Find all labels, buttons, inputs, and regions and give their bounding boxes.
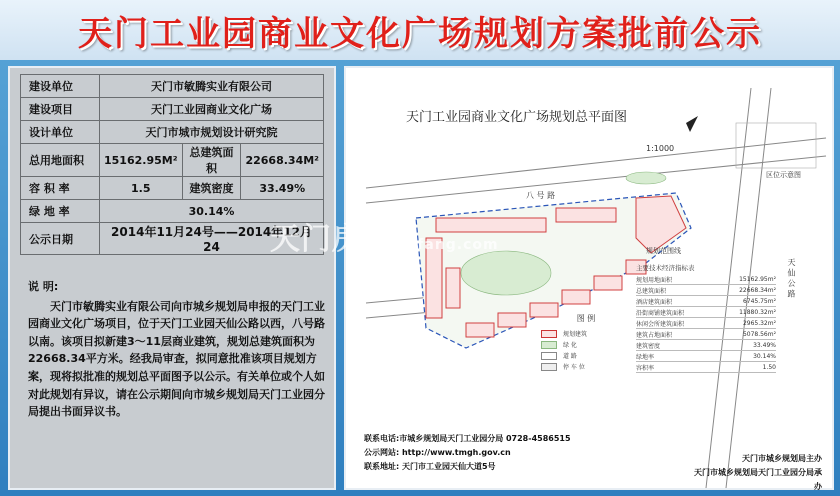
- footer-undertaker: 天门市城乡规划局天门工业园分局承办: [694, 468, 822, 491]
- legend-swatch: [541, 352, 557, 360]
- boundary-label: 规划范围线: [646, 247, 681, 255]
- label-far: 容 积 率: [21, 177, 100, 200]
- tech-table: [636, 263, 776, 373]
- label-unit: 建设单位: [21, 75, 100, 98]
- legend-item: [541, 328, 631, 339]
- tech-key: 酒店建筑面积: [636, 298, 673, 306]
- contact-website: 公示网站: http://www.tmgh.gov.cn: [364, 448, 511, 457]
- legend-label: 规划建筑: [563, 331, 588, 338]
- legend-item: [541, 339, 631, 350]
- legend-label: 绿 化: [563, 342, 577, 349]
- tech-value: 33.49%: [753, 341, 776, 349]
- tech-value: 11880.32m²: [739, 308, 776, 316]
- table-row: [636, 329, 776, 340]
- plan-title: 天门工业园商业文化广场规划总平面图: [406, 110, 628, 125]
- legend-item: [541, 361, 631, 372]
- page-title: 天门工业园商业文化广场规划方案批前公示: [78, 13, 762, 54]
- legend-label: 道 路: [563, 353, 577, 360]
- legend-label: 停 车 位: [563, 364, 585, 371]
- label-density: 建筑密度: [182, 177, 241, 200]
- road-label-top: 八 号 路: [526, 191, 556, 200]
- legend: [541, 313, 631, 372]
- road-label-right: 天 仙 公 路: [787, 258, 796, 298]
- value-density: 33.49%: [241, 177, 324, 200]
- tech-key: 建筑占地面积: [636, 331, 673, 339]
- legend-swatch: [541, 341, 557, 349]
- table-row: [21, 177, 324, 200]
- value-build-area: 22668.34M²: [241, 144, 324, 177]
- title-bar: [0, 0, 840, 60]
- tech-key: 建筑密度: [636, 342, 661, 350]
- legend-item: [541, 350, 631, 361]
- tech-value: 2965.32m²: [742, 319, 776, 327]
- value-green: 30.14%: [100, 200, 324, 223]
- building: [556, 208, 616, 222]
- watermark-sub: tmfang.com: [394, 237, 499, 253]
- district-label: 区位示意图: [766, 171, 801, 179]
- table-row: [636, 318, 776, 329]
- legend-swatch: [541, 363, 557, 371]
- label-land-area: 总用地面积: [21, 144, 100, 177]
- table-row: [636, 362, 776, 373]
- table-row: [21, 98, 324, 121]
- value-far: 1.5: [100, 177, 183, 200]
- table-row: [21, 75, 324, 98]
- value-design: 天门市城市规划设计研究院: [100, 121, 324, 144]
- green-area: [626, 172, 666, 184]
- value-date: 2014年11月24号——2014年12月24: [100, 223, 324, 255]
- building: [466, 323, 494, 337]
- tech-value: 22668.34m²: [739, 286, 776, 294]
- value-project: 天门工业园商业文化广场: [100, 98, 324, 121]
- legend-swatch: [541, 330, 557, 338]
- label-project: 建设项目: [21, 98, 100, 121]
- table-row: [636, 307, 776, 318]
- tech-key: 沿街商铺建筑面积: [636, 309, 685, 317]
- info-panel: [8, 66, 336, 490]
- building: [562, 290, 590, 304]
- footer: [688, 452, 822, 494]
- plan-scale: 1:1000: [646, 144, 675, 153]
- table-row: [21, 144, 324, 177]
- building: [594, 276, 622, 290]
- table-row: [636, 340, 776, 351]
- tech-key: 绿地率: [636, 353, 655, 361]
- table-row: [636, 285, 776, 296]
- tech-value: 6745.75m²: [742, 297, 776, 305]
- table-row: [21, 121, 324, 144]
- label-build-area: 总建筑面积: [182, 144, 241, 177]
- contact-info: [364, 432, 571, 474]
- building: [446, 268, 460, 308]
- footer-organizer: 天门市城乡规划局主办: [742, 454, 822, 463]
- value-land-area: 15162.95M²: [100, 144, 183, 177]
- table-row: [636, 274, 776, 285]
- building: [498, 313, 526, 327]
- legend-title: 图 例: [576, 314, 596, 323]
- label-date: 公示日期: [21, 223, 100, 255]
- tech-key: 总建筑面积: [636, 287, 667, 295]
- contact-phone: 联系电话:市城乡规划局天门工业园分局 0728-4586515: [364, 434, 571, 443]
- value-unit: 天门市敏腾实业有限公司: [100, 75, 324, 98]
- table-row: [636, 296, 776, 307]
- tech-value: 30.14%: [753, 352, 776, 360]
- tech-key: 休闲会所建筑面积: [636, 320, 685, 328]
- description-heading: 说 明:: [28, 280, 59, 293]
- tech-value: 15162.95m²: [739, 275, 776, 283]
- tech-key: 容积率: [636, 364, 655, 372]
- label-design: 设计单位: [21, 121, 100, 144]
- tech-key: 规划用地面积: [636, 276, 673, 284]
- description: [28, 278, 328, 421]
- watermark-main: 天门房网: [270, 222, 394, 257]
- table-row: [636, 351, 776, 362]
- description-body: 天门市敏腾实业有限公司向市城乡规划局申报的天门工业园商业文化广场项目，位于天门工业园天仙公路以西，八号路以南。该项目拟新建3～11层商业建筑，规划总建筑面积为22668.34平方米。经我局审查，拟同意批准该项目规划方案，现将拟批准的规划总平面图予以公示。有关单位或个人如对此规划有异议，请在公示期间向市城乡规划局天门工业园分局提出书面异议书。: [28, 299, 325, 419]
- tech-table-heading: 主要技术经济指标表: [636, 264, 695, 272]
- plan-panel: [344, 66, 834, 490]
- north-arrow-icon: [686, 116, 698, 132]
- watermark: [270, 214, 499, 258]
- tech-value: 1.50: [762, 363, 776, 371]
- label-green: 绿 地 率: [21, 200, 100, 223]
- contact-address: 联系地址: 天门市工业园天仙大道5号: [364, 462, 496, 471]
- tech-value: 5078.56m²: [742, 330, 776, 338]
